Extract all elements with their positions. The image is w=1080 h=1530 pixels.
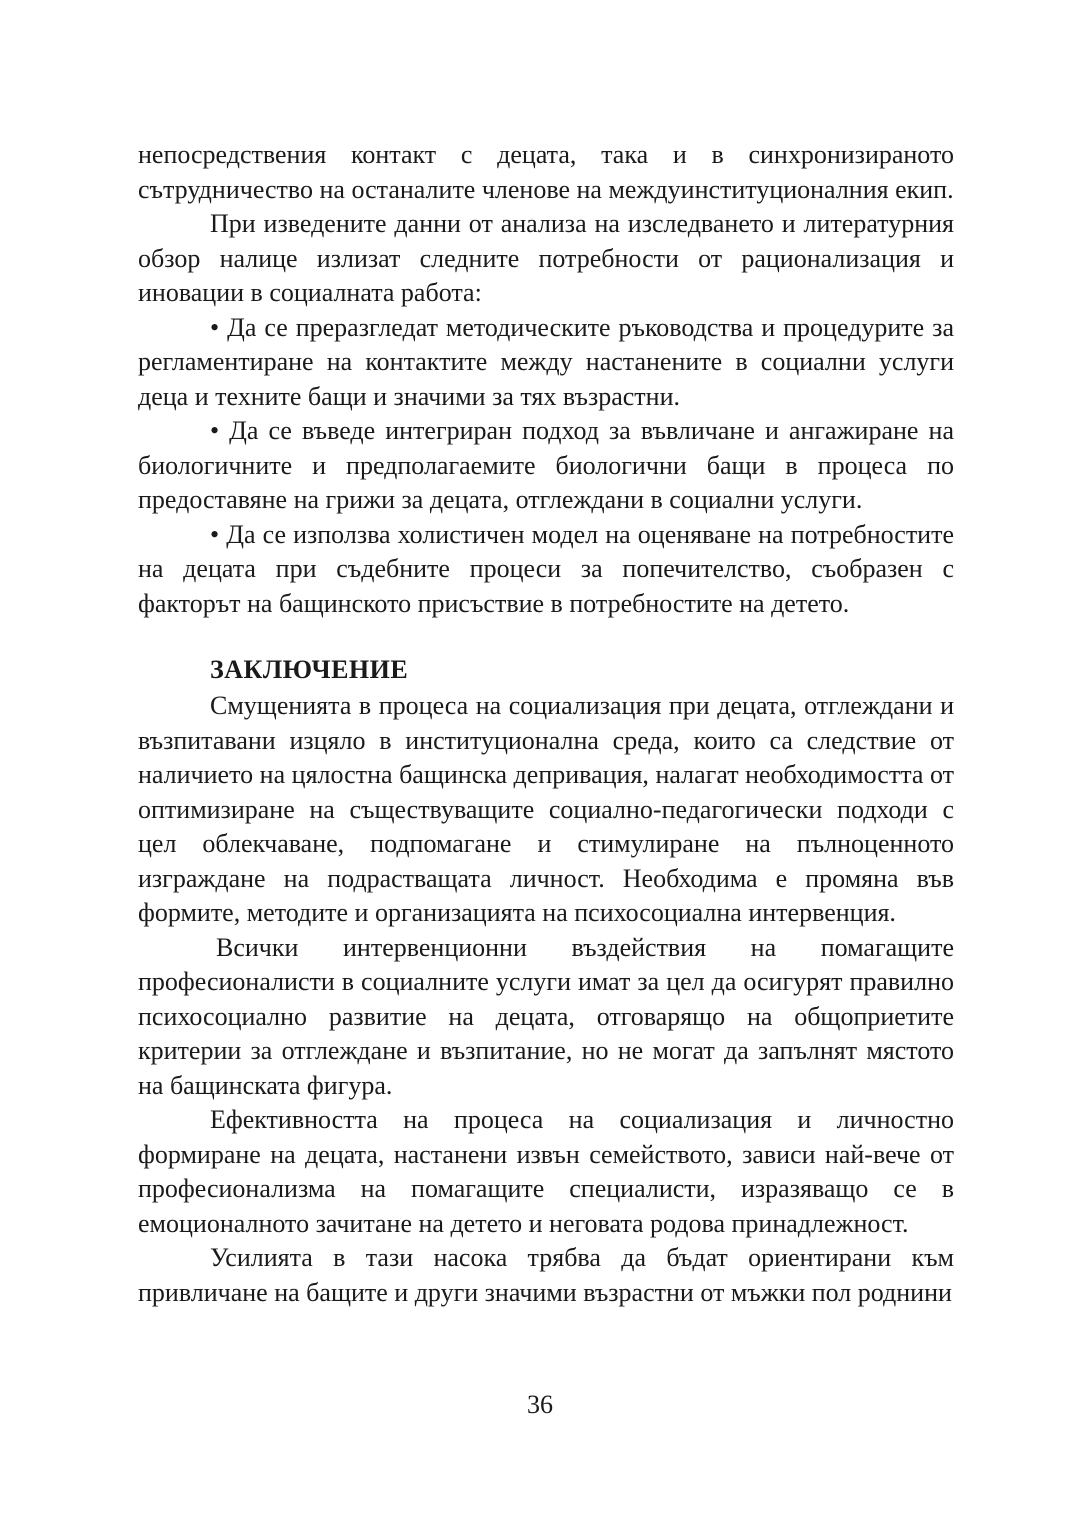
page-number: 36 <box>527 1390 553 1419</box>
paragraph-conclusion-3: Ефективността на процеса на социализация и личностно формиране на децата, настанени извън семейството, зависи най-вече от професионализма на помагащите специалисти, изразяващо се в емоционалното зачитане на детето и неговата родова принадлежност. <box>138 1105 954 1238</box>
paragraph-needs-intro: При изведените данни от анализа на изследването и литературния обзор налице излизат следните потребности от рационализация и иновации в социалната работа: <box>138 209 954 307</box>
bullet-integrated-approach: • Да се въведе интегриран подход за въвличане и ангажиране на биологичните и предполагаемите биологични бащи в процеса по предоставяне на грижи за децата, отглеждани в социални услуги. <box>138 416 954 514</box>
paragraph-conclusion-2: Всички интервенционни въздействия на помагащите професионалисти в социалните услуги имат за цел да осигурят правилно психосоциално развитие на децата, отговарящо на общоприетите критерии за отглеждане и възпитание, но не могат да запълнят мястото на бащинската фигура. <box>138 932 954 1100</box>
conclusion-heading: ЗАКЛЮЧЕНИЕ <box>210 655 409 684</box>
document-page <box>138 138 954 1310</box>
bullet-holistic-model: • Да се използва холистичен модел на оценяване на потребностите на децата при съдебните процеси за попечителство, съобразен с факторът на бащинското присъствие в потребностите на детето. <box>138 519 954 618</box>
paragraph-conclusion-1: Смущенията в процеса на социализация при децата, отглеждани и възпитавани изцяло в институционална среда, които са следствие от наличието на цялостна бащинска депривация, налагат необходимостта от оптимизиране на съществуващите социално-педагогически подходи с цел облекчаване, подпомагане и стимулиране на пълноценното изграждане на подрастващата личност. Необходима е промяна във формите, методите и организацията на психосоциална интервенция. <box>138 691 954 927</box>
paragraph-conclusion-4: Усилията в тази насока трябва да бъдат ориентирани към привличане на бащите и други значими възрастни от мъжки пол роднини <box>138 1243 954 1307</box>
paragraph-intro-continuation: непосредствения контакт с децата, така и в синхронизираното сътрудничество на останалите членове на междуинституционалния екип. <box>138 140 954 204</box>
bullet-methodology: • Да се преразгледат методическите ръководства и процедурите за регламентиране на контактите между настанените в социални услуги деца и техните бащи и значими за тях възрастни. <box>138 312 954 411</box>
